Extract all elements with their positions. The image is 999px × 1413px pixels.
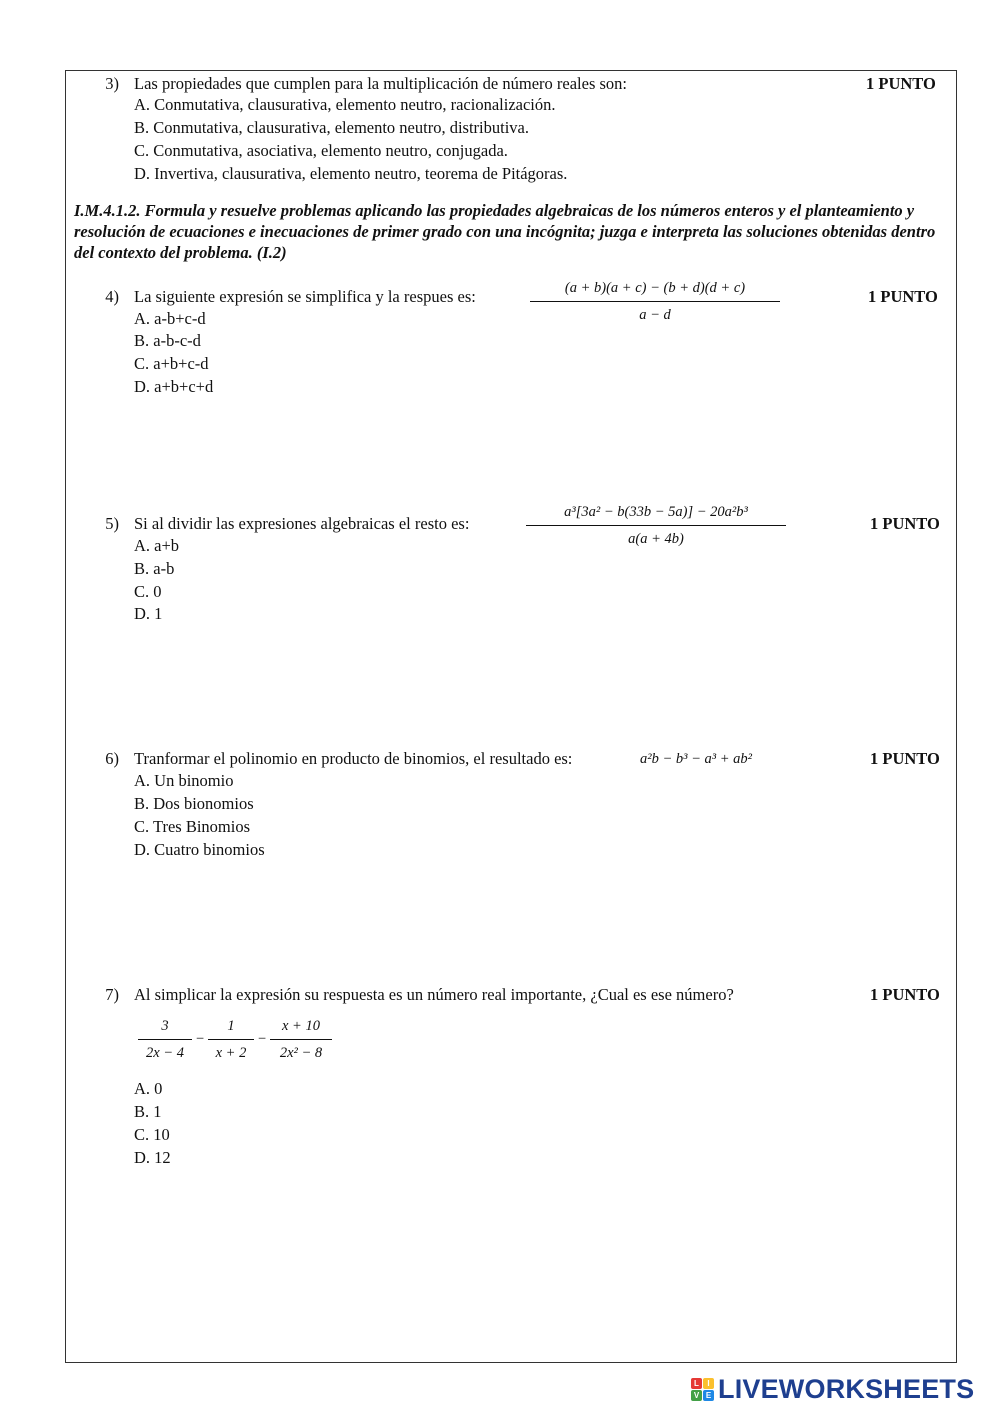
question-3-text: Las propiedades que cumplen para la multiplicación de número reales son: <box>134 74 627 93</box>
question-3-option-c[interactable]: C. Conmutativa, asociativa, elemento neutro, conjugada. <box>134 141 508 160</box>
question-7-fraction-3-numerator: x + 10 <box>282 1018 320 1034</box>
logo-icon-letter-i: I <box>703 1378 714 1389</box>
question-6-option-b[interactable]: B. Dos bionomios <box>134 794 254 813</box>
question-6-option-c[interactable]: C. Tres Binomios <box>134 817 250 836</box>
question-7-fraction-2 <box>208 1018 254 1062</box>
question-7-fraction-2-denominator: x + 2 <box>208 1039 254 1062</box>
liveworksheets-logo <box>691 1374 974 1404</box>
question-5-text: Si al dividir las expresiones algebraicas el resto es: <box>134 514 470 533</box>
question-4-option-d[interactable]: D. a+b+c+d <box>134 377 214 396</box>
logo-icon-letter-l: L <box>691 1378 702 1389</box>
question-7-minus-1: − <box>195 1031 205 1047</box>
question-6-option-a[interactable]: A. Un binomio <box>134 771 234 790</box>
question-5-numerator: a³[3a² − b(33b − 5a)] − 20a²b³ <box>564 504 748 520</box>
question-7-option-c[interactable]: C. 10 <box>134 1125 170 1144</box>
liveworksheets-logo-icon <box>691 1378 714 1401</box>
question-3-number: 3) <box>105 74 119 93</box>
question-7-fraction-1-denominator: 2x − 4 <box>138 1039 192 1062</box>
question-3-option-d[interactable]: D. Invertiva, clausurativa, elemento neutro, teorema de Pitágoras. <box>134 164 568 183</box>
question-7-fraction-2-numerator: 1 <box>227 1018 235 1034</box>
question-6-option-d[interactable]: D. Cuatro binomios <box>134 840 265 859</box>
question-4-option-c[interactable]: C. a+b+c-d <box>134 354 209 373</box>
worksheet-frame <box>65 70 957 1363</box>
question-7-option-b[interactable]: B. 1 <box>134 1102 162 1121</box>
learning-indicator: I.M.4.1.2. Formula y resuelve problemas aplicando las propiedades algebraicas de los números enteros y el planteamiento y resolución de ecuaciones e inecuaciones de primer grado con una incógnita; juzga e interpreta las soluciones obtenidas dentro del contexto del problema. (I.2) <box>74 201 936 262</box>
question-5-option-c[interactable]: C. 0 <box>134 582 162 601</box>
question-5-number: 5) <box>105 514 119 533</box>
question-7-fraction-1 <box>138 1018 192 1062</box>
question-5-option-a[interactable]: A. a+b <box>134 536 180 555</box>
question-5-fraction <box>526 504 786 548</box>
question-5-option-b[interactable]: B. a-b <box>134 559 175 578</box>
question-4-fraction <box>530 280 780 324</box>
question-4-number: 4) <box>105 287 119 306</box>
logo-icon-letter-e: E <box>703 1390 714 1401</box>
question-4-option-b[interactable]: B. a-b-c-d <box>134 331 201 350</box>
question-6-points: 1 PUNTO <box>870 749 940 768</box>
question-4-option-a[interactable]: A. a-b+c-d <box>134 309 206 328</box>
question-6-number: 6) <box>105 749 119 768</box>
question-6-text: Tranformar el polinomio en producto de binomios, el resultado es: <box>134 749 573 768</box>
liveworksheets-logo-text: LIVEWORKSHEETS <box>718 1373 975 1404</box>
question-7-minus-2: − <box>257 1031 267 1047</box>
question-7-option-a[interactable]: A. 0 <box>134 1079 163 1098</box>
question-7-fraction-3 <box>270 1018 332 1062</box>
question-7-fraction-1-numerator: 3 <box>161 1018 169 1034</box>
question-6-expression: a²b − b³ − a³ + ab² <box>640 751 752 767</box>
question-3-option-a[interactable]: A. Conmutativa, clausurativa, elemento neutro, racionalización. <box>134 95 556 114</box>
question-7-points: 1 PUNTO <box>870 985 940 1004</box>
question-5-option-d[interactable]: D. 1 <box>134 604 163 623</box>
question-5-points: 1 PUNTO <box>870 514 940 533</box>
logo-icon-letter-v: V <box>691 1390 702 1401</box>
question-3-option-b[interactable]: B. Conmutativa, clausurativa, elemento neutro, distributiva. <box>134 118 529 137</box>
question-7-option-d[interactable]: D. 12 <box>134 1148 171 1167</box>
question-7-number: 7) <box>105 985 119 1004</box>
question-3-points: 1 PUNTO <box>866 74 936 93</box>
question-4-numerator: (a + b)(a + c) − (b + d)(d + c) <box>564 280 746 296</box>
question-7-fraction-3-denominator: 2x² − 8 <box>270 1039 332 1062</box>
question-4-denominator: a − d <box>530 301 780 324</box>
question-5-denominator: a(a + 4b) <box>526 525 786 548</box>
question-4-text: La siguiente expresión se simplifica y la respues es: <box>134 287 476 306</box>
question-4-points: 1 PUNTO <box>868 287 938 306</box>
question-7-text: Al simplicar la expresión su respuesta es un número real importante, ¿Cual es ese número? <box>134 985 734 1004</box>
